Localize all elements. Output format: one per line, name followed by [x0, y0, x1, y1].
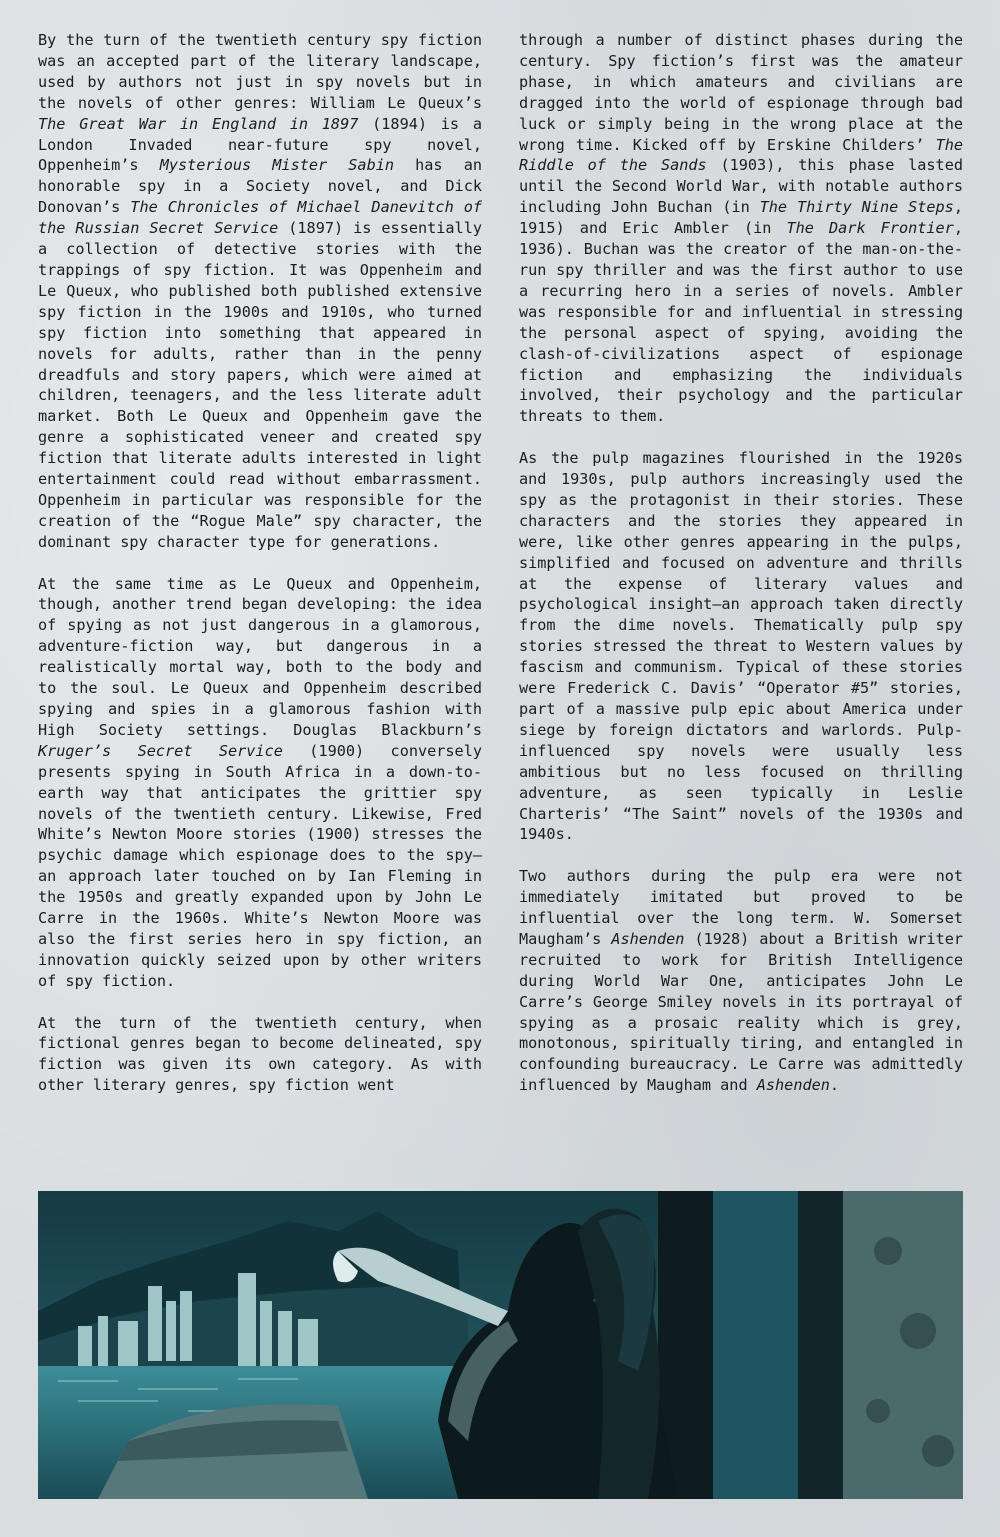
- paragraph-text: , 1915) and Eric Ambler (in: [519, 198, 963, 238]
- paragraph-text: (1900) conversely presents spying in South Africa in a down-to-earth way that anticipates the grittier spy novels of the twentieth century. Likewise, Fred White’s Newton Moore stories (1900) stresses the psychic damage which espionage does to the spy—an approach later touched on by Ian Fleming in the 1950s and greatly expanded upon by John Le Carre in the 1960s. White’s Newton Moore was also the first series hero in spy fiction, an innovation quickly seized upon by other writers of spy fiction.: [38, 741, 482, 990]
- right-column: [519, 30, 963, 1096]
- book-title: The Great War in England in 1897: [38, 114, 359, 133]
- book-title: Ashenden: [756, 1076, 830, 1095]
- paragraph-text: (1897) is essentially a collection of detective stories with the trappings of spy fiction. It was Oppenheim and Le Queux, who published both published extensive spy fiction in the 1900s and 1910s, who turned spy fiction into something that appeared in novels for adults, rather than in the penny dreadfuls and story papers, which were aimed at children, teenagers, and the less literate adult market. Both Le Queux and Oppenheim gave the genre a sophisticated veneer and created spy fiction that literate adults interested in light entertainment could read without embarrassment. Oppenheim in particular was responsible for the creation of the “Rogue Male” spy character, the dominant spy character type for generations.: [38, 219, 482, 551]
- paragraph-text: through a number of distinct phases during the century. Spy fiction’s first was the amateur phase, in which amateurs and civilians are dragged into the world of espionage through bad luck or simply being in the wrong place at the wrong time. Kicked off by Erskine Childers’: [519, 31, 963, 154]
- paragraph-text: (1903), this phase lasted until the Second World War, with notable authors including John Buchan (in: [519, 156, 963, 217]
- stone-pillar-right: [798, 1191, 843, 1499]
- paragraph-text: At the same time as Le Queux and Oppenheim, though, another trend began developing: the idea of spying as not just dangerous in a glamorous, adventure-fiction way, but dangerous in a realistically mortal way, both to the body and to the soul. Le Queux and Oppenheim described spying and spies in a glamorous fashion with High Society settings. Douglas Blackburn’s: [38, 574, 482, 739]
- paragraph-text: (1894) is a London Invaded near-future spy novel, Oppenheim’s: [38, 114, 482, 175]
- book-title: Kruger’s Secret Service: [38, 741, 283, 760]
- paragraph-text: , 1936). Buchan was the creator of the man-on-the-run spy thriller and was the first author to use a recurring hero in a series of novels. Ambler was responsible for and influential in stressing the personal aspect of spying, avoiding the clash-of-civilizations aspect of espionage fiction and emphasizing the individuals involved, their psychology and the particular threats to them.: [519, 219, 963, 426]
- couple-kissing-harbor-night-illustration: [38, 1191, 963, 1499]
- paragraph-text: As the pulp magazines flourished in the 1920s and 1930s, pulp authors increasingly used the spy as the protagonist in their stories. These characters and the stories they appeared in were, like other genres appearing in the pulps, simplified and focused on adventure and thrills at the expense of literary values and psychological insight—an approach taken directly from the dime novels. Thematically pulp spy stories stressed the threat to Western values by fascism and communism. Typical of these stories were Frederick C. Davis’ “Operator #5” stories, part of a massive pulp epic about America under siege by foreign dictators and warlords. Pulp-influenced spy novels were usually less ambitious but no less focused on thrilling adventure, as seen typically in Leslie Charteris’ “The Saint” novels of the 1930s and 1940s.: [519, 449, 963, 844]
- book-title: Mysterious Mister Sabin: [159, 156, 394, 175]
- paragraph-text: Two authors during the pulp era were not immediately imitated but proved to be influential over the long term. W. Somerset Maugham’s: [519, 867, 963, 948]
- book-title: The Riddle of the Sands: [519, 135, 963, 175]
- article-paragraph: [38, 574, 482, 992]
- article-paragraph: [38, 1013, 482, 1097]
- paragraph-text: (1928) about a British writer recruited to work for British Intelligence during World War One, anticipates John Le Carre’s George Smiley novels in its portrayal of spying as a prosaic reality which is grey, monotonous, spiritually tiring, and entangled in confounding bureaucracy. Le Carre was admittedly influenced by Maugham and: [519, 929, 964, 1095]
- article-paragraph: [38, 30, 482, 553]
- paragraph-text: has an honorable spy in a Society novel, and Dick Donovan’s: [38, 156, 482, 217]
- book-title: The Chronicles of Michael Danevitch of the Russian Secret Service: [38, 198, 483, 238]
- paragraph-text: At the turn of the twentieth century, when fictional genres began to become delineated, spy fiction was given its own category. As with other literary genres, spy fiction went: [38, 1013, 482, 1095]
- book-title: Ashenden: [611, 929, 685, 948]
- window-gap: [713, 1191, 798, 1499]
- paragraph-text: By the turn of the twentieth century spy fiction was an accepted part of the literary landscape, used by authors not just in spy novels but in the novels of other genres: William Le Queux’s: [38, 31, 482, 112]
- comic-panel-illustration: [38, 1191, 963, 1499]
- paragraph-text: .: [829, 1076, 840, 1095]
- article-paragraph: [519, 866, 963, 1096]
- left-column: [38, 30, 482, 1096]
- book-title: The Dark Frontier: [786, 219, 954, 238]
- book-title: The Thirty Nine Steps: [759, 198, 954, 217]
- article-paragraph: [519, 448, 963, 845]
- article-paragraph: [519, 30, 963, 427]
